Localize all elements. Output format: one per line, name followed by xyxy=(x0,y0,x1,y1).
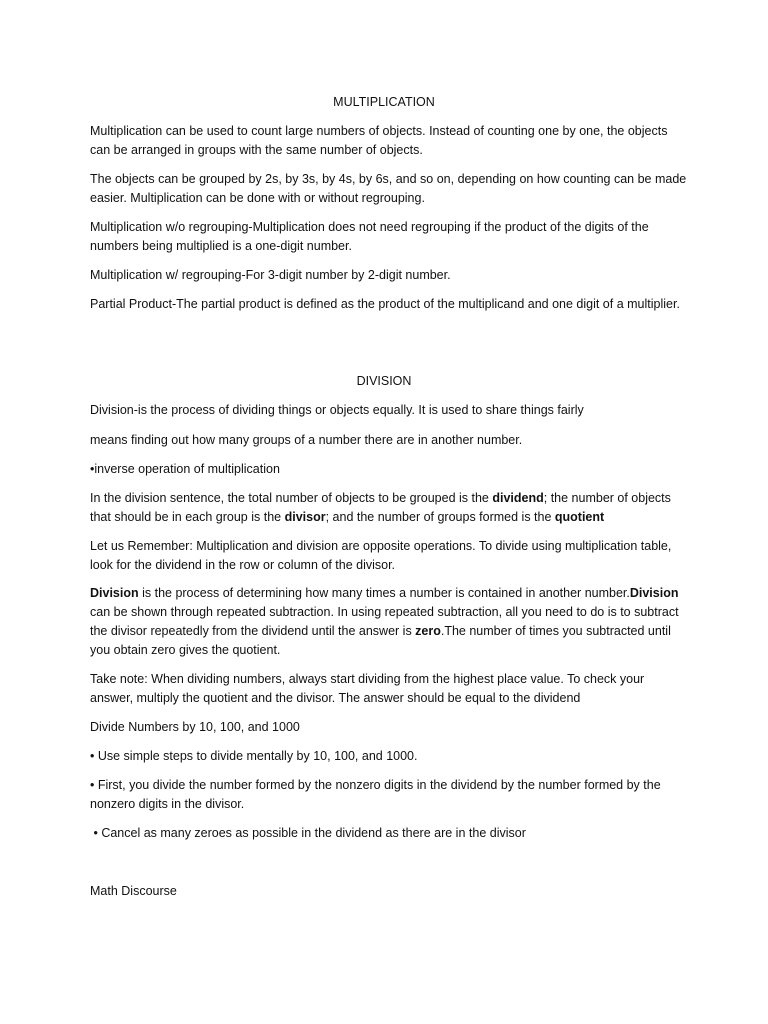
division-bullet-2: • First, you divide the number formed by the nonzero digits in the dividend by the number formed by the nonzero digits in the divisor. xyxy=(90,778,661,811)
division-term-1: Division xyxy=(90,586,139,600)
multiplication-paragraph-4: Multiplication w/ regrouping-For 3-digit number by 2-digit number. xyxy=(90,268,451,282)
division-paragraph-5: Let us Remember: Multiplication and division are opposite operations. To divide using multiplication table, look for the dividend in the row or column of the divisor. xyxy=(90,539,672,572)
division-paragraph-6 xyxy=(90,584,690,660)
divisor-text-a: ; the number of objects that should be in each group is the xyxy=(90,491,671,524)
quotient-term: quotient xyxy=(554,510,605,524)
dividend-term: dividend xyxy=(492,491,544,505)
division-definition: is the process of determining how many times a number is contained in another number. xyxy=(138,586,630,600)
division-heading: DIVISION xyxy=(356,374,412,388)
repeated-subtraction-text: can be shown through repeated subtraction. In using repeated subtraction, all you need to do is to subtract the divisor repeatedly from the dividend until the answer is xyxy=(90,605,679,638)
dividend-text-a: In the division sentence, the total number of objects to be grouped is the xyxy=(90,491,493,505)
division-paragraph-3: •inverse operation of multiplication xyxy=(90,462,280,476)
multiplication-paragraph-1: Multiplication can be used to count large numbers of objects. Instead of counting one by one, the objects can be arranged in groups with the same number of objects. xyxy=(90,124,668,157)
division-paragraph-4 xyxy=(90,489,690,527)
math-discourse-heading: Math Discourse xyxy=(90,884,177,898)
division-bullet-3: • Cancel as many zeroes as possible in the dividend as there are in the divisor xyxy=(90,826,526,840)
divisor-term: divisor xyxy=(284,510,326,524)
zero-term: zero xyxy=(415,624,441,638)
division-paragraph-1: Division-is the process of dividing things or objects equally. It is used to share things fairly xyxy=(90,403,584,417)
division-paragraph-8: Divide Numbers by 10, 100, and 1000 xyxy=(90,720,300,734)
division-bullet-1: • Use simple steps to divide mentally by 10, 100, and 1000. xyxy=(90,749,418,763)
multiplication-paragraph-3: Multiplication w/o regrouping-Multiplication does not need regrouping if the product of the digits of the numbers being multiplied is a one-digit number. xyxy=(90,220,649,253)
division-term-2: Division xyxy=(629,586,679,600)
quotient-explanation: .The number of times you subtracted until you obtain zero gives the quotient. xyxy=(90,624,671,657)
quotient-text-a: ; and the number of groups formed is the xyxy=(325,510,555,524)
division-paragraph-2: means finding out how many groups of a number there are in another number. xyxy=(90,433,523,447)
multiplication-paragraph-5: Partial Product-The partial product is defined as the product of the multiplicand and one digit of a multiplier. xyxy=(90,297,680,311)
division-paragraph-7: Take note: When dividing numbers, always start dividing from the highest place value. To check your answer, multiply the quotient and the divisor. The answer should be equal to the dividend xyxy=(90,672,645,705)
multiplication-paragraph-2: The objects can be grouped by 2s, by 3s, by 4s, by 6s, and so on, depending on how counting can be made easier. Multiplication can be done with or without regrouping. xyxy=(90,172,687,205)
multiplication-heading: MULTIPLICATION xyxy=(333,95,435,109)
